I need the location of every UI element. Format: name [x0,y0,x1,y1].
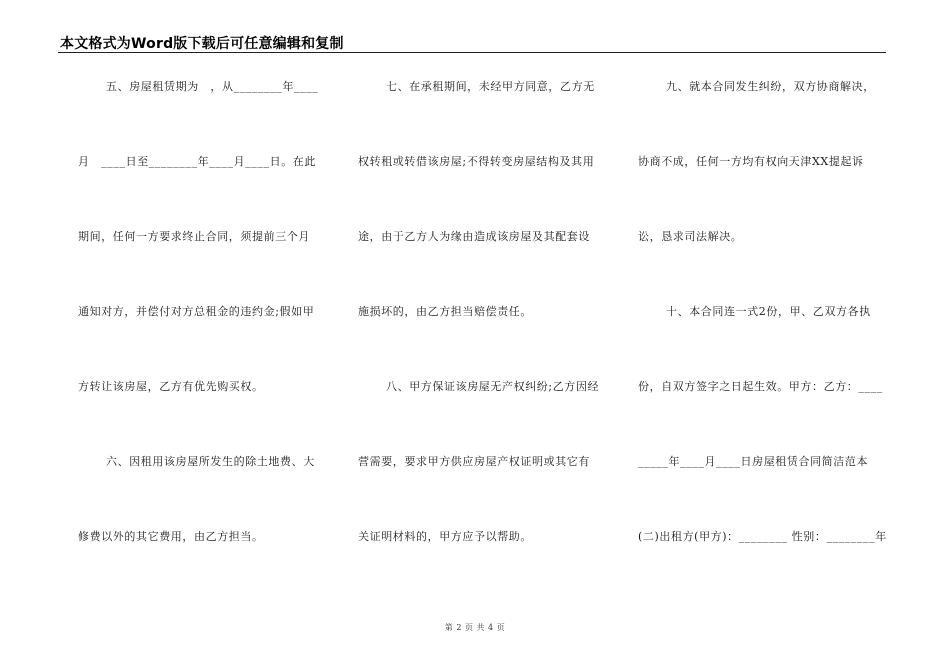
text-line: (二)出租方(甲方)：________ 性别：________年 [638,530,887,543]
text-line: 途，由于乙方人为缘由造成该房屋及其配套设 [358,230,590,243]
text-column-3 [638,0,888,672]
text-line: 协商不成，任何一方均有权向天津XX提起诉 [638,155,864,168]
text-line: 月 ____日至________年____月____日。在此 [78,155,316,168]
text-column-2 [358,0,608,672]
text-line: 方转让该房屋，乙方有优先购买权。 [78,380,264,393]
text-line: 通知对方，并偿付对方总租金的违约金;假如甲 [78,305,315,318]
text-line: 期间，任何一方要求终止合同，须提前三个月 [78,230,310,243]
text-line: _____年____月____日房屋租赁合同简洁范本 [638,455,869,468]
text-line: 六、因租用该房屋所发生的除土地费、大 [106,455,315,468]
text-line: 施损坏的，由乙方担当赔偿责任。 [358,305,532,318]
text-line: 修费以外的其它费用，由乙方担当。 [78,530,264,543]
page-number-footer: 第 2 页 共 4 页 [444,623,506,632]
text-line: 九、就本合同发生纠纷，双方协商解决， [666,80,875,93]
text-column-1 [78,0,328,672]
document-header-title: 本文格式为Word版下载后可任意编辑和复制 [60,36,344,52]
text-line: 十、本合同连一式2份，甲、乙双方各执 [666,305,871,318]
text-line: 关证明材料的，甲方应予以帮助。 [358,530,532,543]
text-line: 权转租或转借该房屋;不得转变房屋结构及其用 [358,155,595,168]
text-line: 营需要，要求甲方供应房屋产权证明或其它有 [358,455,590,468]
text-line: 讼，恳求司法解决。 [638,230,743,243]
text-line: 份，自双方签字之日起生效。甲方：乙方：____ [638,380,883,393]
text-line: 七、在承租期间，未经甲方同意，乙方无 [386,80,595,93]
text-line: 五、房屋租赁期为 ，从________年____ [106,80,319,93]
text-line: 八、甲方保证该房屋无产权纠纷;乙方因经 [386,380,600,393]
